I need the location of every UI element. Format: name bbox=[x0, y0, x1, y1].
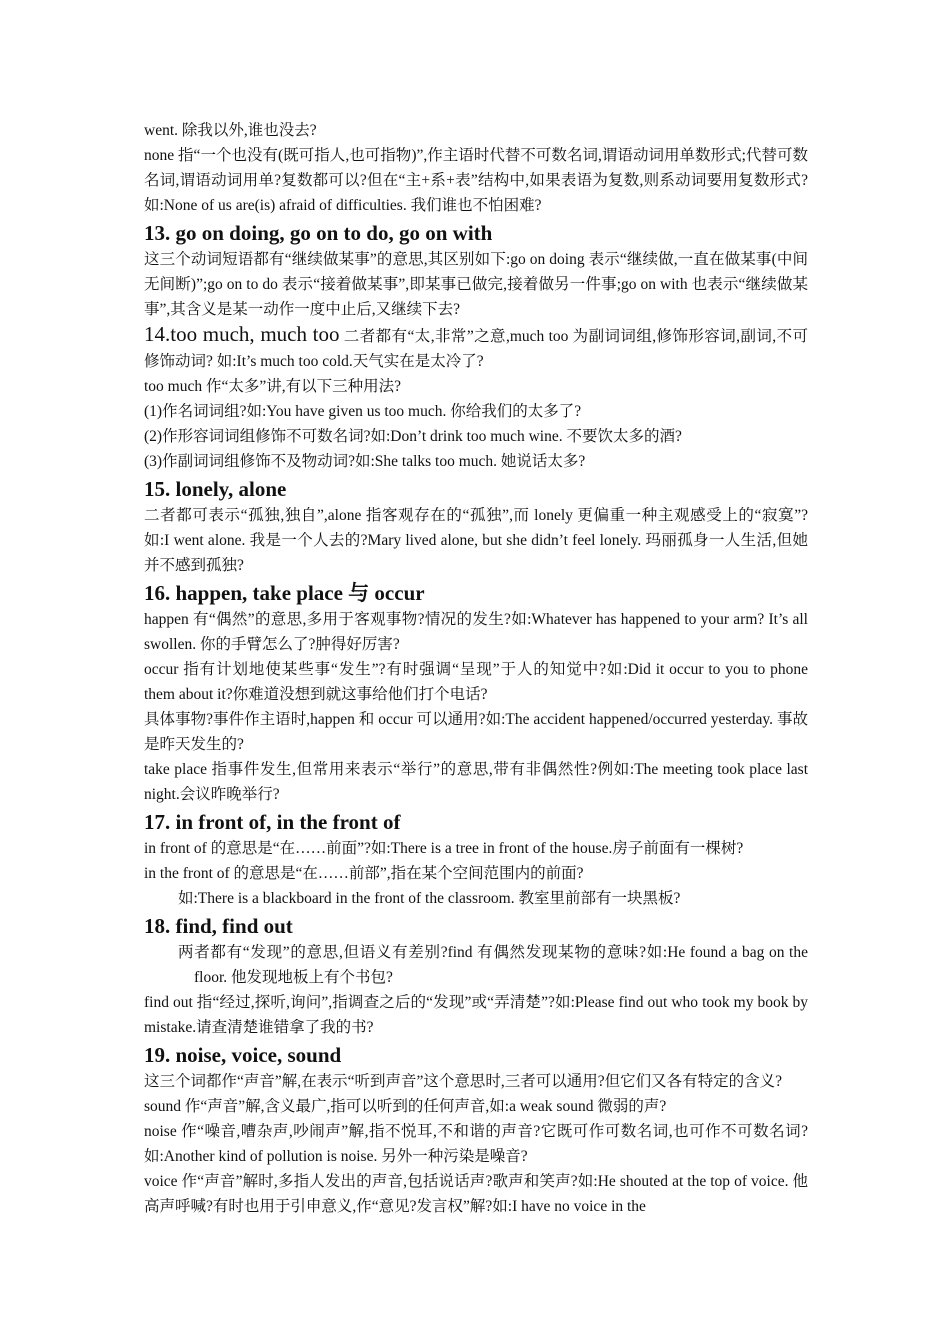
paragraph-too-much-use-1: (1)作名词词组?如:You have given us too much. 你给我们的太多了? bbox=[144, 403, 582, 420]
paragraph-blackboard-example: 如:There is a blackboard in the front of the classroom. 教室里前部有一块黑板? bbox=[178, 890, 681, 907]
paragraph-in-the-front-of: in the front of 的意思是“在……前部”,指在某个空间范围内的前面? bbox=[144, 865, 584, 882]
heading-18-find: 18. find, find out bbox=[144, 914, 293, 938]
paragraph-nobody-went: went. 除我以外,谁也没去? bbox=[144, 122, 317, 139]
paragraph-lonely-alone: 二者都可表示“孤独,独自”,alone 指客观存在的“孤独”,而 lonely 更偏重一种主观感受上的“寂寞”?如:I went alone. 我是一个人去的?Mary lived alone, but she didn’t feel lonely. 玛丽孤身一人生活,但她并不感到孤独? bbox=[144, 507, 808, 574]
paragraph-none-usage: none 指“一个也没有(既可指人,也可指物)”,作主语时代替不可数名词,谓语动词用单数形式;代替可数名词,谓语动词用单?复数都可以?但在“主+系+表”结构中,如果表语为复数,则系动词要用复数形式?如:None of us are(is) afraid of difficulties. 我们谁也不怕困难? bbox=[144, 147, 808, 214]
paragraph-too-much-use-3: (3)作副词词组修饰不及物动词?如:She talks too much. 她说话太多? bbox=[144, 453, 586, 470]
paragraph-too-much-use-2: (2)作形容词词组修饰不可数名词?如:Don’t drink too much wine. 不要饮太多的酒? bbox=[144, 428, 682, 445]
heading-16-happen: 16. happen, take place 与 occur bbox=[144, 581, 425, 605]
paragraph-go-on-explained: 这三个动词短语都有“继续做某事”的意思,其区别如下:go on doing 表示“继续做,一直在做某事(中间无间断)”;go on to do 表示“接着做某事”,即某事已做完,接着做另一件事;go on with 也表示“继续做某事”,其含义是某一动作一度中止后,又继续下去? bbox=[144, 251, 808, 318]
heading-13-go-on: 13. go on doing, go on to do, go on with bbox=[144, 221, 493, 245]
paragraph-sound: sound 作“声音”解,含义最广,指可以听到的任何声音,如:a weak sound 微弱的声? bbox=[144, 1098, 667, 1115]
paragraph-happen: happen 有“偶然”的意思,多用于客观事物?情况的发生?如:Whatever has happened to your arm? It’s all swollen. 你的手臂怎么了?肿得好厉害? bbox=[144, 611, 808, 653]
heading-19-noise-voice-sound: 19. noise, voice, sound bbox=[144, 1043, 342, 1067]
paragraph-occur: occur 指有计划地使某些事“发生”?有时强调“呈现”于人的知觉中?如:Did it occur to you to phone them about it?你难道没想到就这事给他们打个电话? bbox=[144, 661, 808, 703]
paragraph-voice: voice 作“声音”解时,多指人发出的声音,包括说话声?歌声和笑声?如:He shouted at the top of voice. 他高声呼喊?有时也用于引申意义,作“意见?发言权”解?如:I have no voice in the bbox=[144, 1173, 808, 1215]
paragraph-too-much-intro bbox=[144, 322, 808, 374]
heading-15-lonely-alone: 15. lonely, alone bbox=[144, 477, 287, 501]
paragraph-in-front-of: in front of 的意思是“在……前面”?如:There is a tree in front of the house.房子前面有一棵树? bbox=[144, 840, 744, 857]
heading-17-in-front-of: 17. in front of, in the front of bbox=[144, 810, 401, 834]
paragraph-find-out: find out 指“经过,探听,询问”,指调查之后的“发现”或“弄清楚”?如:Please find out who took my book by mistake.请查清楚谁错拿了我的书? bbox=[144, 994, 808, 1036]
document-page bbox=[144, 118, 808, 1219]
paragraph-noise: noise 作“噪音,嘈杂声,吵闹声”解,指不悦耳,不和谐的声音?它既可作可数名词,也可作不可数名词?如:Another kind of pollution is noise. 另外一种污染是噪音? bbox=[144, 1123, 808, 1165]
paragraph-find: 两者都有“发现”的意思,但语义有差别?find 有偶然发现某物的意味?如:He found a bag on the floor. 他发现地板上有个书包? bbox=[178, 944, 808, 986]
heading-14-too-much: 14.too much, much too bbox=[144, 322, 340, 346]
paragraph-too-much-uses: too much 作“太多”讲,有以下三种用法? bbox=[144, 378, 402, 395]
too-much-intro-text: 二者都有“太,非常”之意,much too 为副词词组,修饰形容词,副词,不可修饰动词? 如:It’s much too cold.天气实在是太冷了? bbox=[144, 328, 808, 370]
paragraph-happen-occur-shared: 具体事物?事件作主语时,happen 和 occur 可以通用?如:The accident happened/occurred yesterday. 事故是昨天发生的? bbox=[144, 711, 808, 753]
paragraph-sound-intro: 这三个词都作“声音”解,在表示“听到声音”这个意思时,三者可以通用?但它们又各有特定的含义? bbox=[144, 1073, 783, 1090]
paragraph-take-place: take place 指事件发生,但常用来表示“举行”的意思,带有非偶然性?例如:The meeting took place last night.会议昨晚举行? bbox=[144, 761, 808, 803]
